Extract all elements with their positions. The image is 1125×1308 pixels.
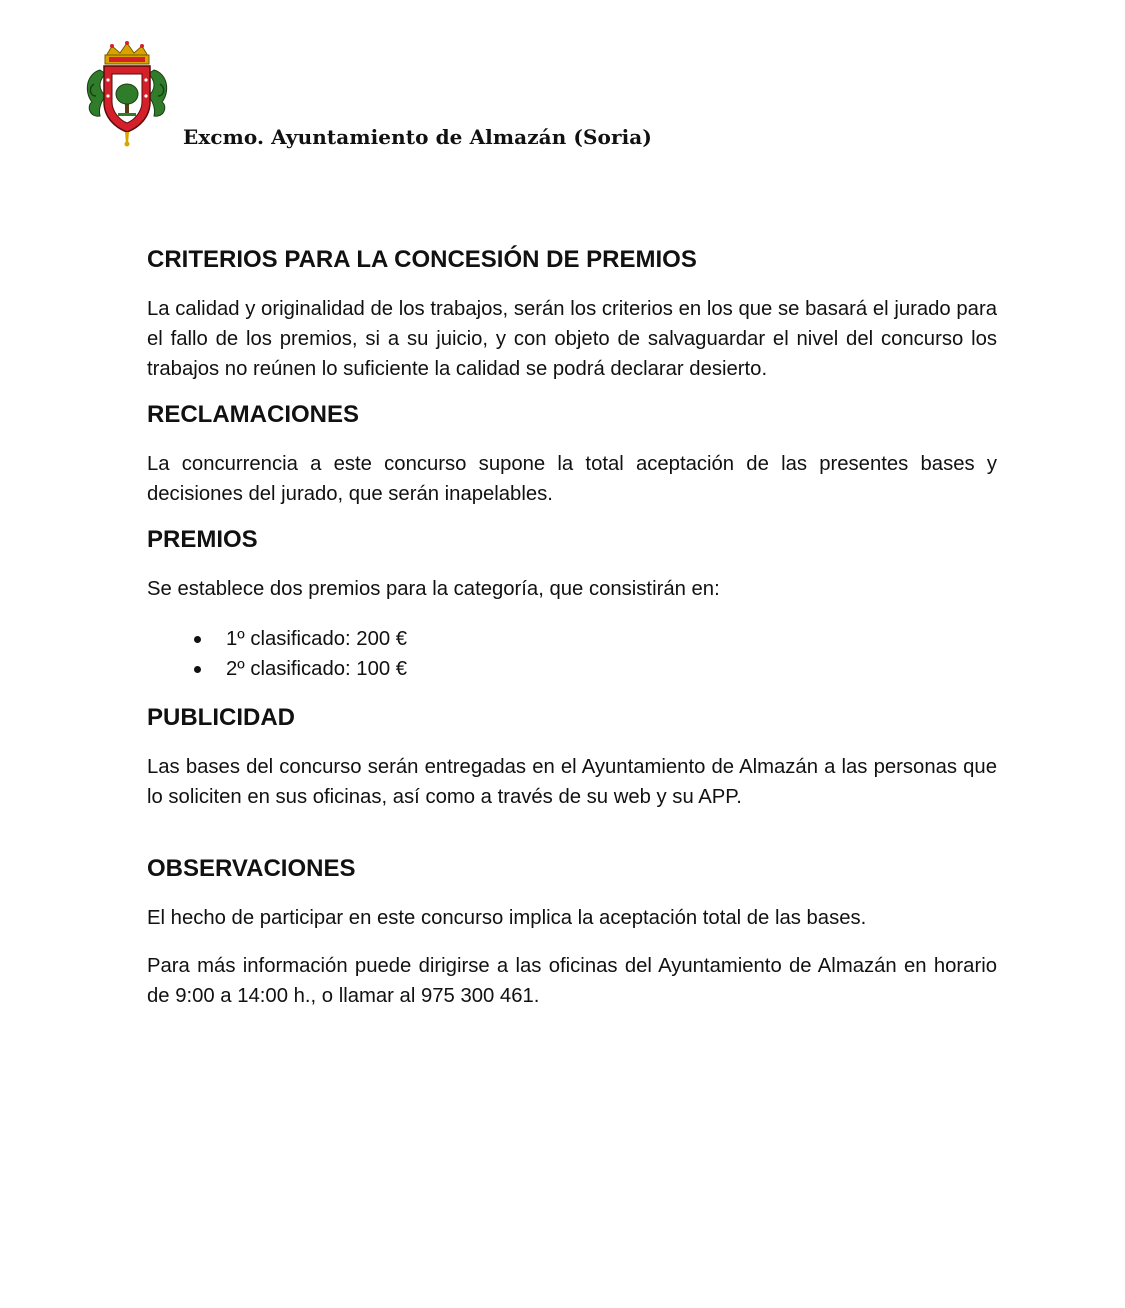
list-item	[147, 624, 997, 654]
heading-premios: PREMIOS	[147, 526, 258, 553]
document-body	[147, 244, 997, 1026]
paragraph-observaciones-1: El hecho de participar en este concurso implica la aceptación total de las bases.	[147, 907, 867, 929]
institution-name: Excmo. Ayuntamiento de Almazán (Soria)	[183, 125, 652, 149]
heading-publicidad: PUBLICIDAD	[147, 704, 295, 731]
paragraph-premios: Se establece dos premios para la categoría, que consistirán en:	[147, 578, 720, 600]
list-item	[147, 654, 997, 684]
paragraph-criterios: La calidad y originalidad de los trabajos, serán los criterios en los que se basará el jurado para el fallo de los premios, si a su juicio, y con objeto de salvaguardar el nivel del concurso los trabajos no reúnen lo suficiente la calidad se podrá declarar desierto.	[147, 298, 997, 380]
heading-criterios: CRITERIOS PARA LA CONCESIÓN DE PREMIOS	[147, 246, 697, 273]
prize-list	[147, 624, 997, 684]
coat-of-arms-icon	[82, 40, 172, 148]
prize-item-text: 2º clasificado: 100 €	[226, 658, 408, 680]
heading-reclamaciones: RECLAMACIONES	[147, 401, 360, 428]
bullet-icon	[194, 666, 201, 673]
paragraph-reclamaciones: La concurrencia a este concurso supone la total aceptación de las presentes bases y decisiones del jurado, que serán inapelables.	[147, 453, 997, 505]
heading-observaciones: OBSERVACIONES	[147, 855, 356, 882]
bullet-icon	[194, 636, 201, 643]
paragraph-observaciones-2: Para más información puede dirigirse a las oficinas del Ayuntamiento de Almazán en horario de 9:00 a 14:00 h., o llamar al 975 300 461.	[147, 955, 997, 1007]
prize-item-text: 1º clasificado: 200 €	[226, 628, 408, 650]
paragraph-publicidad: Las bases del concurso serán entregadas en el Ayuntamiento de Almazán a las personas que lo soliciten en sus oficinas, así como a través de su web y su APP.	[147, 756, 997, 808]
